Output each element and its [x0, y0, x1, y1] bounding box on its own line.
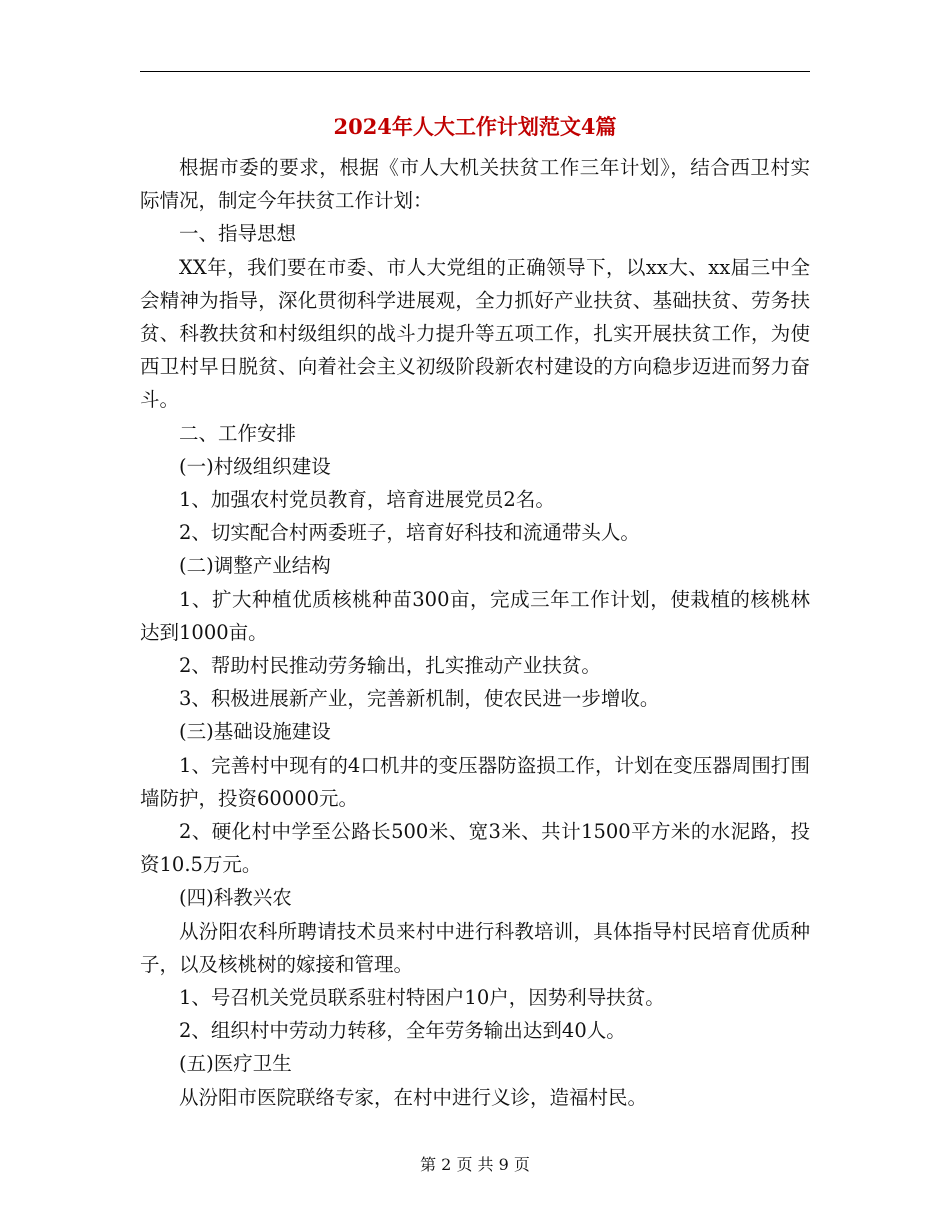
subsection-heading-infrastructure: (三)基础设施建设 [179, 720, 331, 744]
section-heading-guiding-ideology: 一、指导思想 [179, 222, 297, 246]
science-education-paragraph: 从汾阳农科所聘请技术员来村中进行科教培训，具体指导村民培育优质种子，以及核桃树的嫁接和管理。 [140, 919, 810, 976]
list-item: 1、号召机关党员联系驻村特困户10户，因势利导扶贫。 [179, 986, 665, 1010]
subsection-heading-industry-structure: (二)调整产业结构 [179, 554, 331, 578]
list-item: 1、完善村中现有的4口机井的变压器防盗损工作，计划在变压器周围打围墙防护，投资60000元。 [140, 753, 810, 810]
list-item: 1、加强农村党员教育，培育进展党员2名。 [179, 488, 555, 512]
document-body [140, 151, 810, 1114]
list-item: 2、帮助村民推动劳务输出，扎实推动产业扶贫。 [179, 654, 601, 678]
page-number: 第 2 页 共 9 页 [420, 1155, 530, 1174]
document-title: 2024年人大工作计划范文4篇 [333, 114, 617, 139]
guiding-ideology-paragraph: XX年，我们要在市委、市人大党组的正确领导下，以xx大、xx届三中全会精神为指导，深化贯彻科学进展观，全力抓好产业扶贫、基础扶贫、劳务扶贫、科教扶贫和村级组织的战斗力提升等五项工作，扎实开展扶贫工作，为使西卫村早日脱贫、向着社会主义初级阶段新农村建设的方向稳步迈进而努力奋斗。 [140, 255, 810, 412]
medical-health-paragraph: 从汾阳市医院联络专家，在村中进行义诊，造福村民。 [179, 1085, 648, 1109]
section-heading-work-arrangement: 二、工作安排 [179, 421, 297, 445]
intro-paragraph: 根据市委的要求，根据《市人大机关扶贫工作三年计划》，结合西卫村实际情况，制定今年扶贫工作计划： [140, 156, 810, 213]
list-item: 2、切实配合村两委班子，培育好科技和流通带头人。 [179, 521, 640, 545]
list-item: 2、组织村中劳动力转移，全年劳务输出达到40人。 [179, 1019, 626, 1043]
subsection-heading-village-organization: (一)村级组织建设 [179, 454, 331, 478]
subsection-heading-medical-health: (五)医疗卫生 [179, 1052, 292, 1076]
header-rule [140, 71, 810, 72]
subsection-heading-science-education: (四)科教兴农 [179, 886, 292, 910]
list-item: 1、扩大种植优质核桃种苗300亩，完成三年工作计划，使栽植的核桃林达到1000亩。 [140, 587, 810, 644]
list-item: 2、硬化村中学至公路长500米、宽3米、共计1500平方米的水泥路，投资10.5万元。 [140, 820, 810, 877]
list-item: 3、积极进展新产业，完善新机制，使农民进一步增收。 [179, 687, 660, 711]
